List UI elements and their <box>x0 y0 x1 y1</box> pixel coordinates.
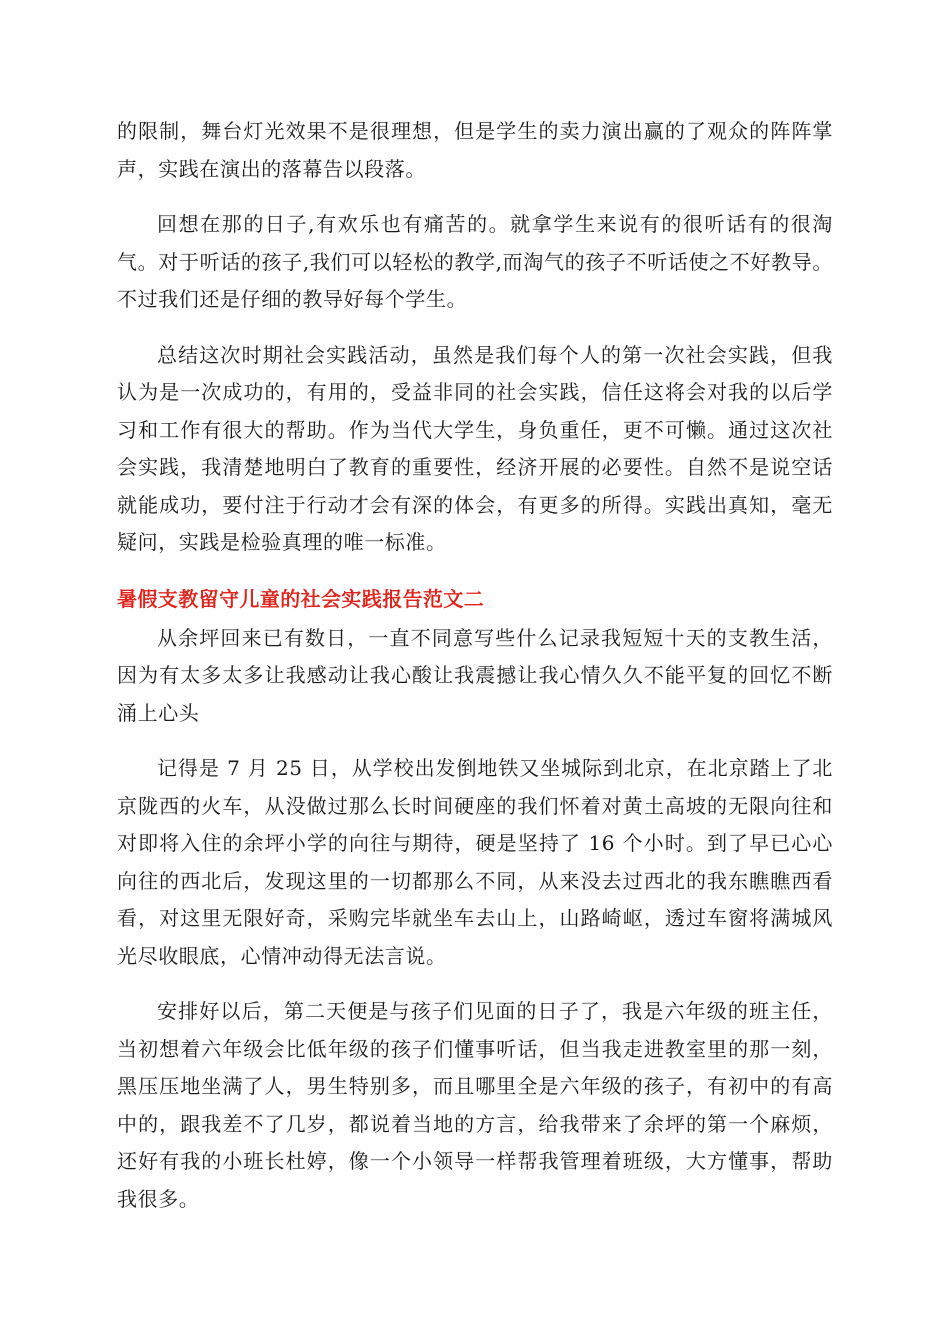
paragraph: 总结这次时期社会实践活动，虽然是我们每个人的第一次社会实践，但我认为是一次成功的，有用的，受益非同的社会实践，信任这将会对我的以后学习和工作有很大的帮助。作为当代大学生，身负重任，更不可懒。通过这次社会实践，我清楚地明白了教育的重要性，经济开展的必要性。自然不是说空话就能成功，要付注于行动才会有深的体会，有更多的所得。实践出真知，毫无疑问，实践是检验真理的唯一标准。 <box>117 342 833 554</box>
paragraph-continued: 的限制，舞台灯光效果不是很理想，但是学生的卖力演出赢的了观众的阵阵掌声，实践在演出的落幕告以段落。 <box>117 119 833 181</box>
paragraph: 记得是 7 月 25 日，从学校出发倒地铁又坐城际到北京，在北京踏上了北京陇西的火车，从没做过那么长时间硬座的我们怀着对黄土高坡的无限向往和对即将入住的余坪小学的向往与期待，硬是坚持了 16 个小时。到了早已心心向往的西北后，发现这里的一切都那么不同，从来没去过西北的我东瞧瞧西看看，对这里无限好奇，采购完毕就坐车去山上，山路崎岖，透过车窗将满城风光尽收眼底，心情冲动得无法言说。 <box>117 756 833 968</box>
paragraph: 从余坪回来已有数日，一直不同意写些什么记录我短短十天的支教生活，因为有太多太多让我感动让我心酸让我震撼让我心情久久不能平复的回忆不断涌上心头 <box>117 625 833 725</box>
document-body <box>117 113 833 1236</box>
paragraph: 回想在那的日子,有欢乐也有痛苦的。就拿学生来说有的很听话有的很淘气。对于听话的孩子,我们可以轻松的教学,而淘气的孩子不听话使之不好教导。不过我们还是仔细的教导好每个学生。 <box>117 212 833 311</box>
section-heading: 暑假支教留守儿童的社会实践报告范文二 <box>117 586 485 611</box>
paragraph: 安排好以后，第二天便是与孩子们见面的日子了，我是六年级的班主任，当初想着六年级会比低年级的孩子们懂事听话，但当我走进教室里的那一刻，黑压压地坐满了人，男生特别多，而且哪里全是六年级的孩子，有初中的有高中的，跟我差不了几岁，都说着当地的方言，给我带来了余坪的第一个麻烦，还好有我的小班长杜婷，像一个小领导一样帮我管理着班级，大方懂事，帮助我很多。 <box>117 999 833 1211</box>
